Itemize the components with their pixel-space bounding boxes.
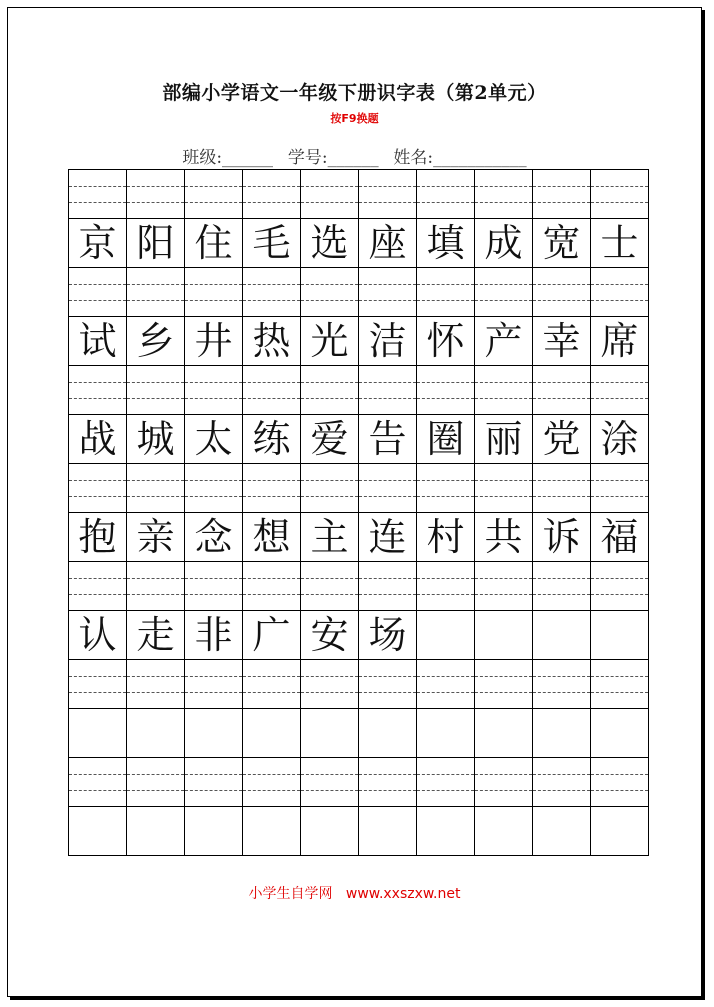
- pinyin-cell[interactable]: [243, 170, 301, 219]
- pinyin-cell[interactable]: [417, 366, 475, 415]
- pinyin-cell[interactable]: [533, 366, 591, 415]
- character-cell: 场: [359, 611, 417, 660]
- character-cell: 诉: [533, 513, 591, 562]
- pinyin-cell[interactable]: [475, 268, 533, 317]
- character-row: [69, 415, 649, 464]
- character-cell: 共: [475, 513, 533, 562]
- pinyin-cell[interactable]: [185, 464, 243, 513]
- character-cell: 士: [591, 219, 649, 268]
- character-cell: [533, 709, 591, 758]
- refresh-hint[interactable]: 按F9换题: [330, 112, 379, 125]
- character-cell: [533, 807, 591, 856]
- pinyin-cell[interactable]: [69, 562, 127, 611]
- pinyin-cell[interactable]: [127, 562, 185, 611]
- name-field[interactable]: 姓名:___________: [393, 148, 527, 168]
- pinyin-cell[interactable]: [417, 758, 475, 807]
- character-cell: 广: [243, 611, 301, 660]
- character-cell: [243, 709, 301, 758]
- pinyin-cell[interactable]: [127, 464, 185, 513]
- character-cell: 住: [185, 219, 243, 268]
- pinyin-cell[interactable]: [69, 660, 127, 709]
- pinyin-cell[interactable]: [417, 660, 475, 709]
- pinyin-cell[interactable]: [359, 366, 417, 415]
- character-row: [69, 807, 649, 856]
- character-cell: [591, 709, 649, 758]
- pinyin-cell[interactable]: [359, 268, 417, 317]
- pinyin-cell[interactable]: [359, 758, 417, 807]
- character-cell: 成: [475, 219, 533, 268]
- pinyin-cell[interactable]: [243, 366, 301, 415]
- pinyin-cell[interactable]: [185, 562, 243, 611]
- pinyin-cell[interactable]: [301, 562, 359, 611]
- character-row: [69, 611, 649, 660]
- character-cell: [591, 807, 649, 856]
- pinyin-cell[interactable]: [359, 660, 417, 709]
- character-cell: 亲: [127, 513, 185, 562]
- character-cell: 选: [301, 219, 359, 268]
- character-row: [69, 513, 649, 562]
- character-cell: 非: [185, 611, 243, 660]
- character-cell: 告: [359, 415, 417, 464]
- character-cell: 填: [417, 219, 475, 268]
- character-cell: 爱: [301, 415, 359, 464]
- pinyin-cell[interactable]: [533, 464, 591, 513]
- character-cell: 京: [69, 219, 127, 268]
- character-cell: [417, 611, 475, 660]
- character-cell: 主: [301, 513, 359, 562]
- pinyin-cell[interactable]: [301, 268, 359, 317]
- character-cell: [475, 709, 533, 758]
- character-cell: [185, 709, 243, 758]
- pinyin-cell[interactable]: [185, 268, 243, 317]
- character-cell: 想: [243, 513, 301, 562]
- pinyin-cell[interactable]: [301, 464, 359, 513]
- pinyin-cell[interactable]: [591, 170, 649, 219]
- class-field[interactable]: 班级:______: [182, 148, 274, 168]
- character-cell: 阳: [127, 219, 185, 268]
- character-cell: 洁: [359, 317, 417, 366]
- character-cell: [591, 611, 649, 660]
- pinyin-cell[interactable]: [69, 268, 127, 317]
- character-cell: [127, 709, 185, 758]
- character-cell: 党: [533, 415, 591, 464]
- pinyin-cell[interactable]: [533, 170, 591, 219]
- character-cell: 光: [301, 317, 359, 366]
- pinyin-cell[interactable]: [591, 268, 649, 317]
- character-cell: [475, 611, 533, 660]
- pinyin-cell[interactable]: [417, 464, 475, 513]
- pinyin-cell[interactable]: [475, 660, 533, 709]
- character-cell: [301, 807, 359, 856]
- character-cell: 丽: [475, 415, 533, 464]
- character-cell: 涂: [591, 415, 649, 464]
- pinyin-cell[interactable]: [591, 366, 649, 415]
- pinyin-cell[interactable]: [591, 758, 649, 807]
- character-row: [69, 317, 649, 366]
- pinyin-cell[interactable]: [69, 758, 127, 807]
- pinyin-cell[interactable]: [185, 170, 243, 219]
- character-cell: 试: [69, 317, 127, 366]
- pinyin-cell[interactable]: [185, 660, 243, 709]
- character-cell: 毛: [243, 219, 301, 268]
- character-cell: [69, 807, 127, 856]
- pinyin-cell[interactable]: [417, 562, 475, 611]
- character-cell: [417, 807, 475, 856]
- pinyin-cell[interactable]: [533, 268, 591, 317]
- character-row: [69, 219, 649, 268]
- character-cell: 念: [185, 513, 243, 562]
- character-cell: 练: [243, 415, 301, 464]
- character-cell: 村: [417, 513, 475, 562]
- character-cell: [359, 807, 417, 856]
- pinyin-cell[interactable]: [591, 562, 649, 611]
- character-cell: [359, 709, 417, 758]
- pinyin-cell[interactable]: [69, 464, 127, 513]
- pinyin-row: [69, 758, 649, 807]
- site-name[interactable]: 小学生自学网: [248, 886, 333, 902]
- character-cell: 幸: [533, 317, 591, 366]
- pinyin-row: [69, 660, 649, 709]
- worksheet-page: [7, 7, 702, 997]
- character-cell: 认: [69, 611, 127, 660]
- character-cell: 热: [243, 317, 301, 366]
- pinyin-cell[interactable]: [359, 562, 417, 611]
- character-cell: 太: [185, 415, 243, 464]
- page-title: 部编小学语文一年级下册识字表（第2单元）: [162, 82, 547, 104]
- pinyin-cell[interactable]: [243, 464, 301, 513]
- pinyin-cell[interactable]: [301, 660, 359, 709]
- character-cell: 抱: [69, 513, 127, 562]
- pinyin-cell[interactable]: [533, 562, 591, 611]
- pinyin-cell[interactable]: [243, 268, 301, 317]
- character-cell: 战: [69, 415, 127, 464]
- pinyin-cell[interactable]: [185, 758, 243, 807]
- character-cell: [185, 807, 243, 856]
- number-field[interactable]: 学号:______: [287, 148, 379, 168]
- pinyin-cell[interactable]: [533, 758, 591, 807]
- character-cell: [69, 709, 127, 758]
- pinyin-cell[interactable]: [127, 366, 185, 415]
- character-cell: 产: [475, 317, 533, 366]
- pinyin-cell[interactable]: [475, 464, 533, 513]
- character-cell: [127, 807, 185, 856]
- pinyin-cell[interactable]: [591, 660, 649, 709]
- pinyin-cell[interactable]: [359, 170, 417, 219]
- pinyin-cell[interactable]: [475, 170, 533, 219]
- character-cell: 安: [301, 611, 359, 660]
- pinyin-cell[interactable]: [475, 366, 533, 415]
- character-cell: 席: [591, 317, 649, 366]
- pinyin-cell[interactable]: [243, 562, 301, 611]
- character-cell: [301, 709, 359, 758]
- site-url[interactable]: www.xxszxw.net: [345, 886, 461, 902]
- pinyin-row: [69, 170, 649, 219]
- character-cell: [475, 807, 533, 856]
- character-cell: [533, 611, 591, 660]
- pinyin-cell[interactable]: [127, 268, 185, 317]
- character-cell: 圈: [417, 415, 475, 464]
- character-cell: 福: [591, 513, 649, 562]
- pinyin-cell[interactable]: [591, 464, 649, 513]
- pinyin-cell[interactable]: [301, 758, 359, 807]
- pinyin-cell[interactable]: [127, 660, 185, 709]
- character-cell: [243, 807, 301, 856]
- character-cell: [417, 709, 475, 758]
- character-cell: 走: [127, 611, 185, 660]
- character-cell: 乡: [127, 317, 185, 366]
- character-row: [69, 709, 649, 758]
- pinyin-cell[interactable]: [475, 758, 533, 807]
- pinyin-cell[interactable]: [127, 170, 185, 219]
- character-cell: 井: [185, 317, 243, 366]
- pinyin-row: [69, 464, 649, 513]
- pinyin-cell[interactable]: [359, 464, 417, 513]
- character-cell: 座: [359, 219, 417, 268]
- pinyin-cell[interactable]: [185, 366, 243, 415]
- pinyin-cell[interactable]: [243, 660, 301, 709]
- pinyin-cell[interactable]: [243, 758, 301, 807]
- pinyin-cell[interactable]: [417, 268, 475, 317]
- pinyin-cell[interactable]: [127, 758, 185, 807]
- character-cell: 怀: [417, 317, 475, 366]
- student-info: [8, 143, 701, 168]
- pinyin-row: [69, 268, 649, 317]
- character-cell: 城: [127, 415, 185, 464]
- character-cell: 宽: [533, 219, 591, 268]
- pinyin-cell[interactable]: [417, 170, 475, 219]
- pinyin-row: [69, 562, 649, 611]
- pinyin-cell[interactable]: [301, 170, 359, 219]
- pinyin-row: [69, 366, 649, 415]
- pinyin-cell[interactable]: [301, 366, 359, 415]
- pinyin-cell[interactable]: [475, 562, 533, 611]
- footer: [8, 883, 701, 903]
- character-grid: [68, 169, 649, 856]
- character-cell: 连: [359, 513, 417, 562]
- pinyin-cell[interactable]: [533, 660, 591, 709]
- pinyin-cell[interactable]: [69, 366, 127, 415]
- pinyin-cell[interactable]: [69, 170, 127, 219]
